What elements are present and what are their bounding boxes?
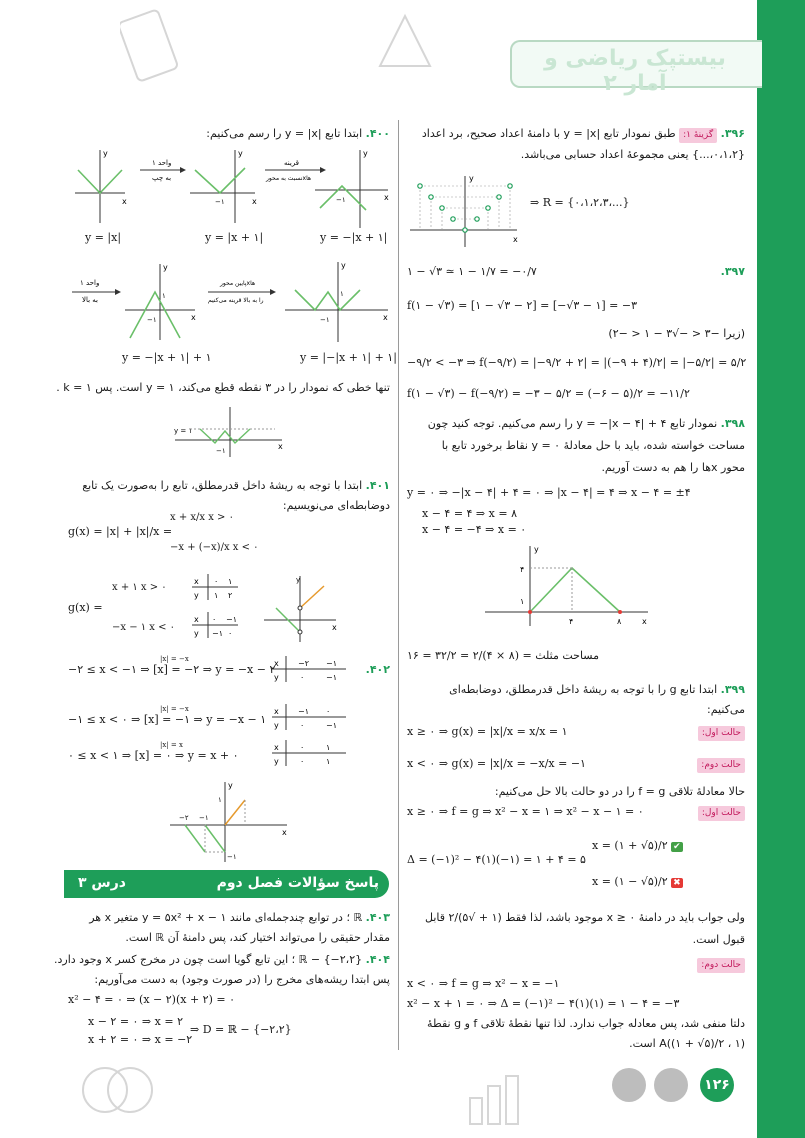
q403-line2: مقدار حقیقی را می‌تواند اختیار کند، پس دامنهٔ آن ℝ است. xyxy=(125,931,390,944)
q401-g2-case1: x + ۱ x > ۰ xyxy=(112,582,167,593)
q399-line2: می‌کنیم: xyxy=(707,703,745,716)
q401-line1 xyxy=(82,478,390,493)
q399-root2: x = (۱ − √۵)/۲ ✖ xyxy=(592,875,681,888)
calculator-icon xyxy=(120,8,190,88)
page-number: ۱۲۶ xyxy=(700,1068,734,1102)
q399-case1-badge xyxy=(698,724,745,741)
q398-graph xyxy=(480,540,655,630)
q404-text1: ℝ − {−۲،۲} ؛ این تابع گویا است چون در مخرج کسر x وجود دارد. xyxy=(54,953,363,966)
bar-chart-icon xyxy=(460,1068,550,1128)
q400-text: ابتدا تابع |y = |x را رسم می‌کنیم: xyxy=(206,127,363,140)
q402-number: ۴۰۲. xyxy=(365,663,390,676)
q397-f1: f(۱ − √۳) = [۱ − √۳ − ۲] = [−√۳ − ۱] = −۳ xyxy=(407,299,638,312)
q398-number: ۳۹۸. xyxy=(720,417,745,430)
q402-value-tables xyxy=(270,652,350,784)
q401-text1: ابتدا با توجه به ریشهٔ داخل قدرمطلق، تابع را به‌صورت یک تابع xyxy=(82,479,363,492)
q400-g2-label: y = |x + ۱| xyxy=(205,231,264,244)
q399-discriminant: Δ = (−۱)² − ۴(۱)(−۱) = ۱ + ۴ = ۵ xyxy=(407,853,586,866)
q399-number: ۳۹۹. xyxy=(720,683,745,696)
svg-text:۱ واحد: ۱ واحد xyxy=(152,159,172,167)
q400-number: ۴۰۰. xyxy=(365,127,390,140)
svg-text:۰: ۰ xyxy=(214,577,219,586)
svg-text:y: y xyxy=(194,591,199,600)
svg-text:y: y xyxy=(296,576,301,584)
svg-text:۱: ۱ xyxy=(326,743,331,752)
q400-g4-label: y = −|x + ۱| + ۱ xyxy=(122,351,212,364)
footer-dot-1 xyxy=(612,1068,646,1102)
svg-text:۰: ۰ xyxy=(228,629,233,638)
q400-line1 xyxy=(206,126,390,141)
q404-line1 xyxy=(54,952,390,967)
lesson-header-bar xyxy=(64,870,389,898)
svg-text:x: x xyxy=(282,828,287,837)
svg-text:−۲: −۲ xyxy=(179,814,189,822)
q404-eq2: x − ۲ = ۰ ⇒ x = ۲ xyxy=(88,1015,183,1028)
svg-text:y = ۱: y = ۱ xyxy=(174,427,193,435)
svg-text:y: y xyxy=(534,545,539,554)
svg-text:y: y xyxy=(274,757,279,766)
q404-eq1: x² − ۴ = ۰ ⇒ (x − ۲)(x + ۲) = ۰ xyxy=(68,993,235,1006)
q399-e1: x ≥ ۰ ⇒ f = g ⇒ x² − x = ۱ ⇒ x² − x − ۱ = ۰ xyxy=(407,805,644,818)
q401-g-case1: x + x/x x > ۰ xyxy=(170,512,234,523)
q399-root1: x = (۱ + √۵)/۲ ✔ xyxy=(592,839,681,852)
q402-row2-over: |x| = −x xyxy=(160,705,189,713)
q401-value-tables xyxy=(188,572,243,642)
q398-text1: نمودار تابع y = −|x − ۴| + ۴ را رسم می‌کنیم. توجه کنید چون xyxy=(427,417,718,430)
q400-graph-k xyxy=(170,405,290,460)
q399-case1-repeat: حالت اول: xyxy=(698,806,745,821)
side-color-bar xyxy=(757,0,805,1138)
svg-text:y: y xyxy=(194,629,199,638)
geometry-triangle-icon xyxy=(370,6,440,76)
svg-text:y: y xyxy=(163,263,168,272)
q399-line5: قبول است. xyxy=(692,933,745,946)
q397-because: (زیرا −۳ < −√۳ − ۱ < −۲) xyxy=(608,327,745,340)
svg-text:۴: ۴ xyxy=(569,617,574,626)
svg-text:x: x xyxy=(384,193,389,202)
q397-f2: −۹/۲ < −۳ ⇒ f(−۹/۲) = |−۹/۲ + ۲| = |(−۹ + ۴)/۲| = |−۵/۲| = ۵/۲ xyxy=(407,356,747,369)
q396-number: ۳۹۶. xyxy=(720,127,745,140)
svg-text:−۱: −۱ xyxy=(326,721,337,730)
q401-graph xyxy=(262,572,342,644)
svg-text:y: y xyxy=(228,781,233,790)
venn-diagram-icon xyxy=(70,1060,190,1120)
q398-eq1: y = ۰ ⇒ −|x − ۴| + ۴ = ۰ ⇒ |x − ۴| = ۴ ⇒ x − ۴ = ±۴ xyxy=(407,486,691,499)
svg-text:نسبت به محورxها: نسبت به محورxها xyxy=(266,175,312,182)
q399-case1b-badge xyxy=(698,804,745,821)
q399-line3: حالا معادلهٔ تلاقی f = g را در دو حالت بالا حل می‌کنیم: xyxy=(494,785,745,798)
q404-eq3: x + ۲ = ۰ ⇒ x = −۲ xyxy=(88,1033,193,1046)
q401-line2: دوضابطه‌ای می‌نویسیم: xyxy=(282,499,390,512)
q399-case2-badge xyxy=(697,756,745,773)
q397-approx: ۱ − √۳ ≃ ۱ − ۱/۷ = −۰/۷ xyxy=(407,265,537,278)
q396-line1 xyxy=(422,126,745,143)
svg-text:x: x xyxy=(332,623,337,632)
q401-g2-case2: −x − ۱ x < ۰ xyxy=(112,622,176,633)
svg-text:x: x xyxy=(513,235,518,244)
svg-text:۰: ۰ xyxy=(300,757,305,766)
svg-text:۰: ۰ xyxy=(212,615,217,624)
svg-text:x: x xyxy=(274,659,279,668)
q398-area: مساحت مثلث = (۸ × ۴)/۲ = ۳۲/۲ = ۱۶ xyxy=(407,649,599,662)
q396-graph xyxy=(405,172,520,252)
q401-g-label: g(x) = xyxy=(68,601,103,614)
q400-graphs-row2 xyxy=(70,260,390,350)
svg-text:x: x xyxy=(194,615,199,624)
q400-conclusion: تنها خطی که نمودار را در ۳ نقطه قطع می‌کند، y = ۱ است. پس k = ۱ . xyxy=(56,381,390,394)
svg-text:x: x xyxy=(278,442,283,451)
svg-text:۰: ۰ xyxy=(326,707,331,716)
svg-text:x: x xyxy=(194,577,199,586)
q396-line2: {۰،۱،۲،...} یعنی مجموعهٔ اعداد حسابی می‌باشد. xyxy=(520,148,745,161)
svg-text:−۱: −۱ xyxy=(212,629,223,638)
q399-line7: A((۱ + √۵)/۲ ، ۱) است. xyxy=(629,1037,745,1050)
q404-line2: پس ابتدا ریشه‌های مخرج را (در صورت وجود) به دست می‌آوریم: xyxy=(94,973,390,986)
svg-text:۱: ۱ xyxy=(214,591,219,600)
check-icon: ✔ xyxy=(673,842,681,852)
q396-text: طبق نمودار تابع |y = |x با دامنهٔ اعداد صحیح، برد اعداد xyxy=(421,127,676,140)
svg-text:۱: ۱ xyxy=(520,597,525,606)
q399-e3: x² − x + ۱ = ۰ ⇒ Δ = (−۱)² − ۴(۱)(۱) = ۱ − ۴ = −۳ xyxy=(407,997,680,1010)
svg-text:x: x xyxy=(274,743,279,752)
q397-line1 xyxy=(721,264,745,279)
q396-option: گزینهٔ ۱: xyxy=(679,128,717,143)
q399-text1: ابتدا تابع g را با توجه به ریشهٔ داخل قدرمطلق، دوضابطه‌ای xyxy=(449,683,718,696)
svg-text:x: x xyxy=(642,617,647,626)
svg-text:−۱: −۱ xyxy=(227,853,237,861)
q402-row1: −۲ ≤ x < −۱ ⇒ [x] = −۲ ⇒ y = −x − ۲ xyxy=(68,663,276,676)
svg-text:۴: ۴ xyxy=(520,565,525,574)
svg-text:را به بالا قرینه می‌کنیم: را به بالا قرینه می‌کنیم xyxy=(208,297,264,304)
q398-line1 xyxy=(428,416,745,431)
q399-case2: حالت دوم: xyxy=(697,758,745,773)
q402-row1-over: |x| = −x xyxy=(160,655,189,663)
q397-number: ۳۹۷. xyxy=(720,265,745,278)
svg-text:y: y xyxy=(238,149,243,158)
svg-text:پایین محورxها: پایین محورxها xyxy=(220,280,256,287)
q399-line6: دلتا منفی شد، پس معادله جواب ندارد. لذا تنها نقطهٔ تلاقی f و g نقطهٔ xyxy=(427,1017,745,1030)
q400-g5-label: y = |−|x + ۱| + ۱| xyxy=(300,351,397,364)
q399-case2-repeat: حالت دوم: xyxy=(697,958,745,973)
svg-text:۱ واحد: ۱ واحد xyxy=(80,279,100,287)
q402-row2: −۱ ≤ x < ۰ ⇒ [x] = −۱ ⇒ y = −x − ۱ xyxy=(68,713,267,726)
q401-g-case2: −x + (−x)/x x < ۰ xyxy=(170,542,259,553)
svg-text:۱: ۱ xyxy=(162,292,166,300)
q403-number: ۴۰۳. xyxy=(365,911,390,924)
cross-icon: ✖ xyxy=(673,878,681,888)
q401-number: ۴۰۱. xyxy=(365,479,390,492)
svg-text:قرینه: قرینه xyxy=(284,159,300,167)
svg-text:x: x xyxy=(274,707,279,716)
footer-dot-2 xyxy=(654,1068,688,1102)
q403-text1: ℝ ؛ در توابع چندجمله‌ای مانند y = ۵x² + x − ۱ متغیر x هر xyxy=(89,911,363,924)
svg-text:x: x xyxy=(191,313,196,322)
svg-text:۰: ۰ xyxy=(300,721,305,730)
svg-text:−۱: −۱ xyxy=(326,659,337,668)
svg-text:y: y xyxy=(274,721,279,730)
svg-text:۸: ۸ xyxy=(617,617,622,626)
svg-text:−۱: −۱ xyxy=(147,316,157,324)
q402-row3: ۰ ≤ x < ۱ ⇒ [x] = ۰ ⇒ y = x + ۰ xyxy=(68,749,239,762)
q399-line4: ولی جواب باید در دامنهٔ x ≥ ۰ موجود باشد، لذا فقط (۱ + √۵)/۲ قابل xyxy=(424,911,745,924)
q404-eq4: ⇒ D = ℝ − {−۲،۲} xyxy=(190,1023,292,1036)
svg-text:y: y xyxy=(363,149,368,158)
svg-text:۲: ۲ xyxy=(228,591,233,600)
svg-text:x: x xyxy=(122,197,127,206)
q403-line1 xyxy=(89,910,390,925)
lesson-bar-lesson: درس ۳ xyxy=(78,875,126,891)
svg-text:به بالا: به بالا xyxy=(82,296,98,304)
svg-text:y: y xyxy=(274,673,279,682)
svg-text:−۱: −۱ xyxy=(215,198,225,206)
svg-text:−۱: −۱ xyxy=(216,447,226,455)
q400-g1-label: y = |x| xyxy=(85,231,122,244)
svg-text:۱: ۱ xyxy=(326,757,331,766)
q398-line3: محور xها را هم به دست آوریم. xyxy=(601,461,745,474)
header-banner-title: بیستپک ریاضی و آمار ۲ xyxy=(544,46,726,96)
q400-g3-label: y = −|x + ۱| xyxy=(320,231,388,244)
svg-text:−۱: −۱ xyxy=(320,316,330,324)
svg-text:−۱: −۱ xyxy=(199,814,209,822)
svg-text:−۱: −۱ xyxy=(298,707,309,716)
svg-text:۱: ۱ xyxy=(228,577,233,586)
svg-text:به چپ: به چپ xyxy=(152,174,172,182)
q398-eq2: x − ۴ = ۴ ⇒ x = ۸ xyxy=(422,507,517,520)
svg-text:y: y xyxy=(341,261,346,270)
svg-text:−۱: −۱ xyxy=(326,673,337,682)
q399-g2: x < ۰ ⇒ g(x) = |x|/x = −x/x = −۱ xyxy=(407,757,586,770)
svg-text:−۱: −۱ xyxy=(336,196,346,204)
q402-row3-over: |x| = x xyxy=(160,741,183,749)
svg-text:y: y xyxy=(103,149,108,158)
q398-eq3: x − ۴ = −۴ ⇒ x = ۰ xyxy=(422,523,527,536)
column-divider xyxy=(398,120,399,1050)
svg-text:۰: ۰ xyxy=(300,743,305,752)
q402-graph xyxy=(165,780,295,865)
q399-e2: x < ۰ ⇒ f = g ⇒ x² − x = −۱ xyxy=(407,977,560,990)
svg-text:x: x xyxy=(383,313,388,322)
q399-g1: x ≥ ۰ ⇒ g(x) = |x|/x = x/x = ۱ xyxy=(407,725,568,738)
q399-line1 xyxy=(449,682,745,697)
lesson-bar-title: پاسخ سؤالات فصل دوم xyxy=(216,875,379,891)
q396-range: ⇒ R = {۰،۱،۲،۳،...} xyxy=(530,196,630,209)
q401-g-def: g(x) = |x| + |x|/x = xyxy=(68,525,173,538)
svg-text:−۲: −۲ xyxy=(298,659,309,668)
svg-text:y: y xyxy=(469,174,474,183)
svg-text:۱: ۱ xyxy=(340,290,344,298)
svg-text:−۱: −۱ xyxy=(226,615,237,624)
q397-result: f(۱ − √۳) − f(−۹/۲) = −۳ − ۵/۲ = (−۶ − ۵)/۲ = −۱۱/۲ xyxy=(407,387,690,400)
q399-case1: حالت اول: xyxy=(698,726,745,741)
q404-number: ۴۰۴. xyxy=(365,953,390,966)
svg-text:x: x xyxy=(252,197,257,206)
q402-number-wrap xyxy=(366,662,390,677)
q399-case2b-badge xyxy=(697,956,745,973)
svg-text:۱: ۱ xyxy=(218,796,222,804)
svg-text:۰: ۰ xyxy=(300,673,305,682)
q398-line2: مساحت خواسته شده، باید با حل معادلهٔ y = ۰ نقاط برخورد تابع با xyxy=(441,439,745,452)
